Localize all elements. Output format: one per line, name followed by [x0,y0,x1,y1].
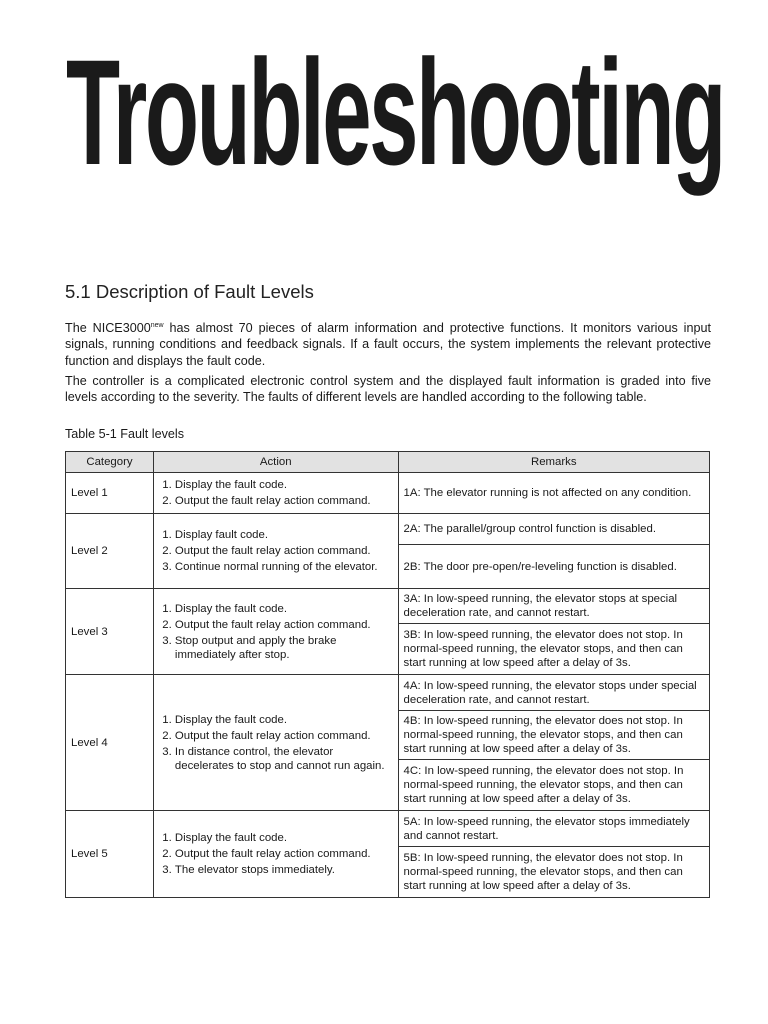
table-row [66,675,710,711]
action-item: 2. Output the fault relay action command. [175,494,393,508]
level-3-category: Level 3 [66,589,154,675]
table-row [66,589,710,624]
header-category: Category [66,452,154,473]
table-row [66,514,710,545]
action-item: 3. Continue normal running of the elevator. [175,560,393,574]
level-2-category: Level 2 [66,514,154,589]
action-item: 3. The elevator stops immediately. [175,863,393,877]
level-4-category: Level 4 [66,675,154,811]
header-action: Action [153,452,398,473]
table-header-row [66,452,710,473]
table-caption: Table 5-1 Fault levels [65,427,185,441]
intro-superscript: new [150,322,164,329]
chapter-title-text: Troubleshooting [66,28,724,196]
remark-5a: 5A: In low-speed running, the elevator stops immediately and cannot restart. [398,811,709,847]
level-1-actions [153,473,398,514]
action-item: 1. Display the fault code. [175,602,393,616]
remark-4a: 4A: In low-speed running, the elevator stops under special deceleration rate, and cannot restart. [398,675,709,711]
chapter-title [66,24,726,199]
action-item: 1. Display fault code. [175,528,393,542]
action-item: 1. Display the fault code. [175,713,393,727]
action-item: 2. Output the fault relay action command. [175,729,393,743]
remark-4c: 4C: In low-speed running, the elevator does not stop. In normal-speed running, the elevator stops, and then can start running at low speed after a delay of 3s. [398,760,709,811]
action-item: 3. Stop output and apply the brake immediately after stop. [175,634,393,662]
intro-paragraph [65,318,711,369]
remark-2a: 2A: The parallel/group control function is disabled. [398,514,709,545]
action-item: 2. Output the fault relay action command. [175,847,393,861]
remark-1a: 1A: The elevator running is not affected on any condition. [398,473,709,514]
level-2-actions [153,514,398,589]
intro-rest: has almost 70 pieces of alarm information and protective functions. It monitors various input signals, running conditions and feedback signals. If a fault occurs, the system implements the relevant protective function and displays the fault code. [65,321,711,368]
table-row [66,811,710,847]
action-item: 1. Display the fault code. [175,831,393,845]
level-3-actions [153,589,398,675]
level-1-category: Level 1 [66,473,154,514]
header-remarks: Remarks [398,452,709,473]
action-item: 2. Output the fault relay action command. [175,618,393,632]
chapter-title-graphic [66,24,726,199]
action-item: 2. Output the fault relay action command. [175,544,393,558]
action-item: 3. In distance control, the elevator decelerates to stop and cannot run again. [175,745,393,773]
remark-4b: 4B: In low-speed running, the elevator does not stop. In normal-speed running, the elevator stops, and then can start running at low speed after a delay of 3s. [398,711,709,760]
intro-lead: The NICE3000 [65,321,151,336]
remark-5b: 5B: In low-speed running, the elevator does not stop. In normal-speed running, the elevator stops, and then can start running at low speed after a delay of 3s. [398,847,709,898]
level-5-category: Level 5 [66,811,154,898]
grading-paragraph: The controller is a complicated electronic control system and the displayed fault information is graded into five levels according to the severity. The faults of different levels are handled according to the following table. [65,374,711,405]
level-4-actions [153,675,398,811]
remark-2b: 2B: The door pre-open/re-leveling function is disabled. [398,545,709,589]
action-item: 1. Display the fault code. [175,478,393,492]
remark-3a: 3A: In low-speed running, the elevator stops at special deceleration rate, and cannot restart. [398,589,709,624]
remark-3b: 3B: In low-speed running, the elevator does not stop. In normal-speed running, the elevator stops, and then can start running at low speed after a delay of 3s. [398,624,709,675]
fault-levels-table [65,451,710,898]
level-5-actions [153,811,398,898]
section-heading: 5.1 Description of Fault Levels [65,281,314,302]
table-row [66,473,710,514]
